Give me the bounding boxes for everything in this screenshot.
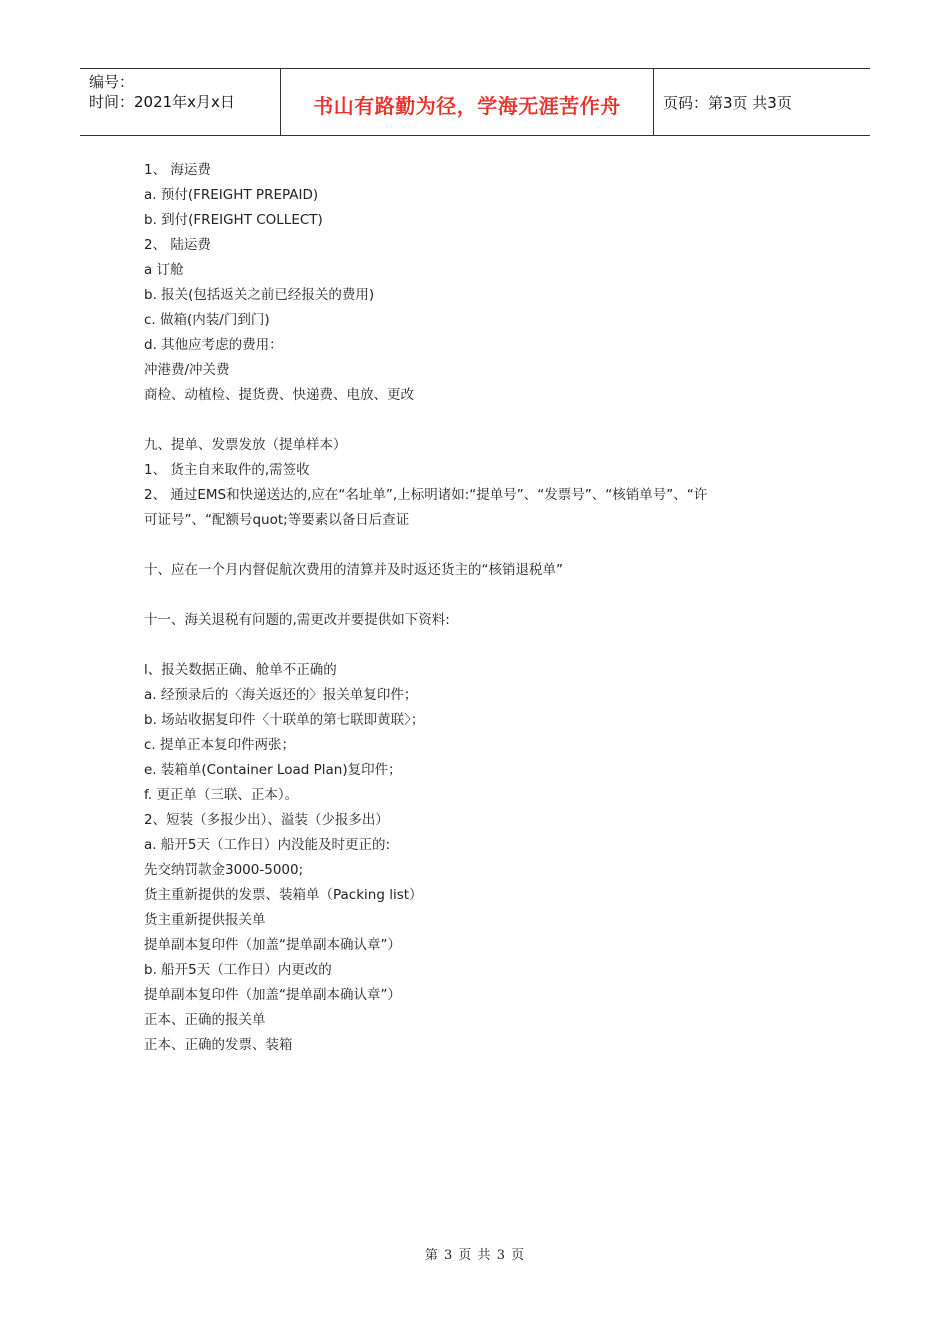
body-line: b. 报关(包括返关之前已经报关的费用) xyxy=(144,287,375,303)
body-line: 九、提单、发票发放（提单样本） xyxy=(144,437,347,453)
body-line: 十、应在一个月内督促航次费用的清算并及时返还货主的“核销退税单” xyxy=(144,562,563,578)
body-line: c. 做箱(内装/门到门) xyxy=(144,312,270,328)
body-line: 先交纳罚款金3000-5000; xyxy=(144,862,304,878)
blank-line xyxy=(144,408,824,433)
blank-line xyxy=(144,583,824,608)
date-line: 时间：2021年x月x日 xyxy=(89,93,235,111)
body-line: e. 装箱单(Container Load Plan)复印件； xyxy=(144,762,402,778)
body-line: d. 其他应考虑的费用： xyxy=(144,337,283,353)
body-line: b. 场站收据复印件〈十联单的第七联即黄联〉； xyxy=(144,712,425,728)
body-line: 1、 海运费 xyxy=(144,162,211,178)
body-line: 2、 通过EMS和快递送达的,应在“名址单”,上标明诸如:“提单号”、“发票号”、“核销单号”、“许 xyxy=(144,487,708,503)
body-line: 可证号”、“配额号quot;等要素以备日后查证 xyxy=(144,512,410,528)
body-line: 货主重新提供的发票、装箱单（Packing list） xyxy=(144,887,423,903)
body-line: 正本、正确的发票、装箱 xyxy=(144,1037,293,1053)
body-line: a. 船开5天（工作日）内没能及时更正的: xyxy=(144,837,390,853)
header-meta-cell xyxy=(80,69,281,135)
body-line: a 订舱 xyxy=(144,262,184,278)
body-line: 十一、海关退税有问题的,需更改并要提供如下资料: xyxy=(144,612,450,628)
body-line: b. 船开5天（工作日）内更改的 xyxy=(144,962,332,978)
body-line: c. 提单正本复印件两张； xyxy=(144,737,296,753)
motto: 书山有路勤为径，学海无涯苦作舟 xyxy=(313,93,621,118)
body-line: f. 更正单（三联、正本）。 xyxy=(144,787,299,803)
blank-line xyxy=(144,633,824,658)
body-line: b. 到付(FREIGHT COLLECT) xyxy=(144,212,323,228)
page-info: 页码：第3页 共3页 xyxy=(663,93,792,112)
body-line: a. 经预录后的〈海关返还的〉报关单复印件； xyxy=(144,687,418,703)
body-line: 提单副本复印件（加盖“提单副本确认章”） xyxy=(144,937,401,953)
body-line: 货主重新提供报关单 xyxy=(144,912,266,928)
header-table xyxy=(80,68,870,136)
body-line: l、报关数据正确、舱单不正确的 xyxy=(144,662,337,678)
body-line: 提单副本复印件（加盖“提单副本确认章”） xyxy=(144,987,401,1003)
body-line: 商检、动植检、提货费、快递费、电放、更改 xyxy=(144,387,414,403)
body-line: 正本、正确的报关单 xyxy=(144,1012,266,1028)
header-motto-cell xyxy=(281,69,654,135)
number-label: 编号： xyxy=(89,73,135,91)
body-line: a. 预付(FREIGHT PREPAID) xyxy=(144,187,319,203)
body-line: 2、 陆运费 xyxy=(144,237,211,253)
body-line: 2、短装（多报少出）、溢装（少报多出） xyxy=(144,812,389,828)
body-line: 1、 货主自来取件的,需签收 xyxy=(144,462,310,478)
body-line: 冲港费/冲关费 xyxy=(144,362,230,378)
blank-line xyxy=(144,533,824,558)
header-page-cell xyxy=(654,69,870,135)
document-body xyxy=(144,158,824,1058)
page-footer: 第 3 页 共 3 页 xyxy=(424,1248,526,1263)
